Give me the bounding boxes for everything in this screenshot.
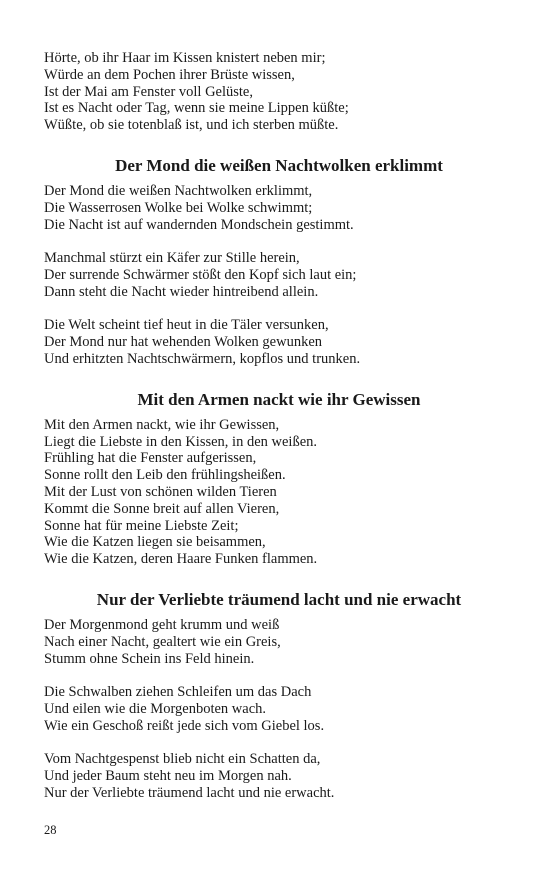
stanza — [44, 617, 514, 667]
stanza — [44, 50, 514, 134]
verse-line: Wüßte, ob sie totenblaß ist, und ich sterben müßte. — [44, 117, 339, 134]
verse-line: Die Welt scheint tief heut in die Täler versunken, — [44, 317, 329, 334]
verse-line: Sonne hat für meine Liebste Zeit; — [44, 517, 239, 534]
stanza — [44, 250, 514, 300]
verse-line: Und erhitzten Nachtschwärmern, kopflos und trunken. — [44, 350, 361, 367]
verse-line: Vom Nachtgespenst blieb nicht ein Schatten da, — [44, 751, 321, 768]
verse-line: Sonne rollt den Leib den frühlingsheißen. — [44, 467, 286, 484]
verse-line: Und eilen wie die Morgenboten wach. — [44, 700, 267, 717]
poem-title: Der Mond die weißen Nachtwolken erklimmt — [115, 155, 443, 175]
verse-line: Und jeder Baum steht neu im Morgen nah. — [44, 768, 292, 785]
verse-line: Die Nacht ist auf wandernden Mondschein gestimmt. — [44, 216, 354, 233]
verse-line: Die Wasserrosen Wolke bei Wolke schwimmt; — [44, 199, 313, 216]
verse-line: Wie die Katzen liegen sie beisammen, — [44, 534, 266, 551]
page-number: 28 — [44, 823, 57, 837]
verse-line: Dann steht die Nacht wieder hintreibend allein. — [44, 283, 319, 300]
poem-title: Nur der Verliebte träumend lacht und nie erwacht — [96, 589, 462, 609]
verse-line: Der surrende Schwärmer stößt den Kopf sich laut ein; — [44, 266, 357, 283]
verse-line: Stumm ohne Schein ins Feld hinein. — [44, 650, 255, 667]
verse-line: Hörte, ob ihr Haar im Kissen knistert neben mir; — [44, 50, 326, 66]
stanza — [44, 317, 514, 367]
verse-line: Manchmal stürzt ein Käfer zur Stille herein, — [44, 250, 300, 267]
verse-line: Nach einer Nacht, gealtert wie ein Greis, — [44, 633, 281, 650]
verse-line: Liegt die Liebste in den Kissen, in den weißen. — [44, 433, 318, 450]
verse-line: Nur der Verliebte träumend lacht und nie erwacht. — [44, 784, 335, 801]
verse-line: Der Mond die weißen Nachtwolken erklimmt, — [44, 182, 313, 199]
book-page — [44, 50, 514, 802]
verse-line: Der Morgenmond geht krumm und weiß — [44, 616, 280, 633]
verse-line: Frühling hat die Fenster aufgerissen, — [44, 450, 257, 467]
verse-line: Wie die Katzen, deren Haare Funken flammen. — [44, 551, 318, 568]
verse-line: Ist es Nacht oder Tag, wenn sie meine Lippen küßte; — [44, 100, 349, 117]
verse-line: Würde an dem Pochen ihrer Brüste wissen, — [44, 66, 295, 83]
verse-line: Kommt die Sonne breit auf allen Vieren, — [44, 500, 280, 517]
poem-continuation — [44, 50, 514, 134]
verse-line: Wie ein Geschoß reißt jede sich vom Giebel los. — [44, 717, 325, 734]
stanza — [44, 751, 514, 801]
verse-line: Mit der Lust von schönen wilden Tieren — [44, 483, 277, 500]
stanza — [44, 183, 514, 233]
poem — [44, 156, 514, 368]
verse-line: Ist der Mai am Fenster voll Gelüste, — [44, 83, 253, 100]
poem-title: Mit den Armen nackt wie ihr Gewissen — [137, 389, 421, 409]
poem — [44, 390, 514, 568]
verse-line: Die Schwalben ziehen Schleifen um das Dach — [44, 684, 312, 701]
poem — [44, 590, 514, 802]
stanza — [44, 684, 514, 734]
verse-line: Der Mond nur hat wehenden Wolken gewunken — [44, 334, 323, 351]
stanza — [44, 417, 514, 568]
verse-line: Mit den Armen nackt, wie ihr Gewissen, — [44, 416, 280, 433]
